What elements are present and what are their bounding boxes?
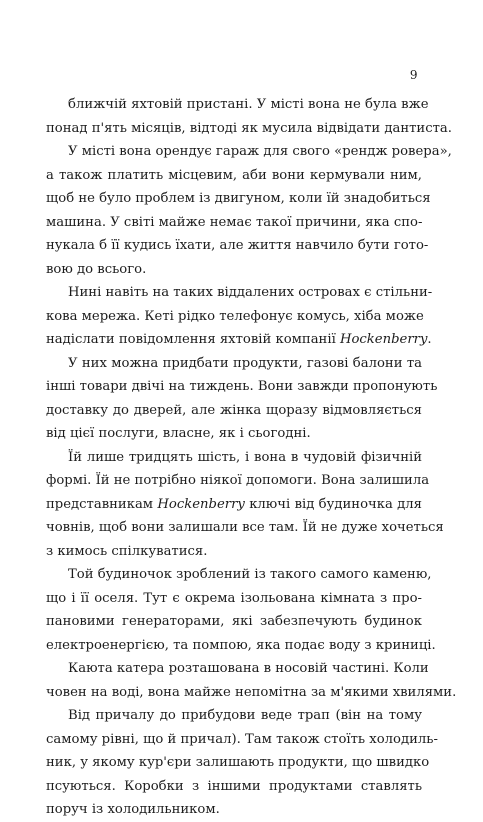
paragraph: [46, 140, 452, 281]
paragraph: [46, 446, 444, 564]
text-line: човнів, щоб вони залишали все там. Їй не дуже хочеться: [46, 520, 444, 535]
paragraph: [46, 93, 452, 140]
text-line: електроенергією, та помпою, яка подає воду з криниці.: [46, 637, 436, 653]
text-line: Каюта катера розташована в носовій частині. Коли: [68, 661, 429, 676]
text-line: ник, у якому кур'єри залишають продукти, що швидко: [46, 755, 430, 770]
text-line: а також платить місцевим, аби вони кермували ним,: [46, 167, 422, 183]
text-line: пановими генераторами, які забезпечують будинок: [46, 614, 422, 629]
text-line: кова мережа. Кеті рідко телефонує комусь, хіба може: [46, 308, 424, 324]
text-line: з кимось спілкуватися.: [46, 543, 208, 559]
paragraph: [46, 352, 438, 446]
paragraph: [46, 281, 433, 352]
text-line: Від причалу до прибудови веде трап (він на тому: [68, 708, 422, 723]
text-line: інші товари двічі на тиждень. Вони завжди пропонують: [46, 379, 438, 394]
text-line: машина. У світі майже немає такої причини, яка спо-: [46, 214, 423, 230]
text-line: У них можна придбати продукти, газові балони та: [68, 355, 422, 371]
text-line: У місті вона орендує гараж для свого «рендж ровера»,: [68, 144, 452, 159]
paragraph: [46, 657, 457, 704]
paragraph: [46, 563, 436, 657]
text-line: понад п'ять місяців, відтоді як мусила відвідати дантиста.: [46, 120, 452, 136]
body-text: [46, 93, 457, 822]
page-number: 9: [409, 68, 418, 82]
paragraph: [46, 704, 438, 822]
text-line: доставку до дверей, але жінка щоразу відмовляється: [46, 402, 422, 418]
text-line: вою до всього.: [46, 261, 147, 277]
text-line: представникам Hockenberry ключі від будиночка для: [46, 496, 423, 512]
text-line: Нині навіть на таких віддалених островах є стільни-: [68, 285, 433, 300]
text-line: нукала б її кудись їхати, але життя навчило бути гото-: [46, 238, 429, 253]
text-line: надіслати повідомлення яхтовій компанії Hockenberry.: [46, 332, 432, 347]
text-line: від цієї послуги, власне, як і сьогодні.: [46, 426, 311, 441]
text-line: щоб не було проблем із двигуном, коли їй знадобиться: [46, 191, 431, 206]
text-line: самому рівні, що й причал). Там також стоїть холодиль-: [46, 731, 438, 747]
text-line: поруч із холодильником.: [46, 802, 220, 817]
text-line: ближчій яхтовій пристані. У місті вона не була вже: [68, 97, 429, 112]
text-line: що і її оселя. Тут є окрема ізольована кімната з про-: [46, 590, 422, 606]
text-line: човен на воді, вона майже непомітна за м'якими хвилями.: [46, 684, 457, 700]
text-line: Їй лише тридцять шість, і вона в чудовій фізичній: [68, 449, 422, 465]
text-line: псуються. Коробки з іншими продуктами ставлять: [46, 778, 422, 794]
text-line: формі. Їй не потрібно ніякої допомоги. Вона залишила: [46, 473, 430, 488]
company-name: Hockenberry: [339, 332, 428, 347]
text-line: Той будиночок зроблений із такого самого каменю,: [68, 567, 432, 582]
company-name: Hockenberry: [157, 496, 245, 512]
